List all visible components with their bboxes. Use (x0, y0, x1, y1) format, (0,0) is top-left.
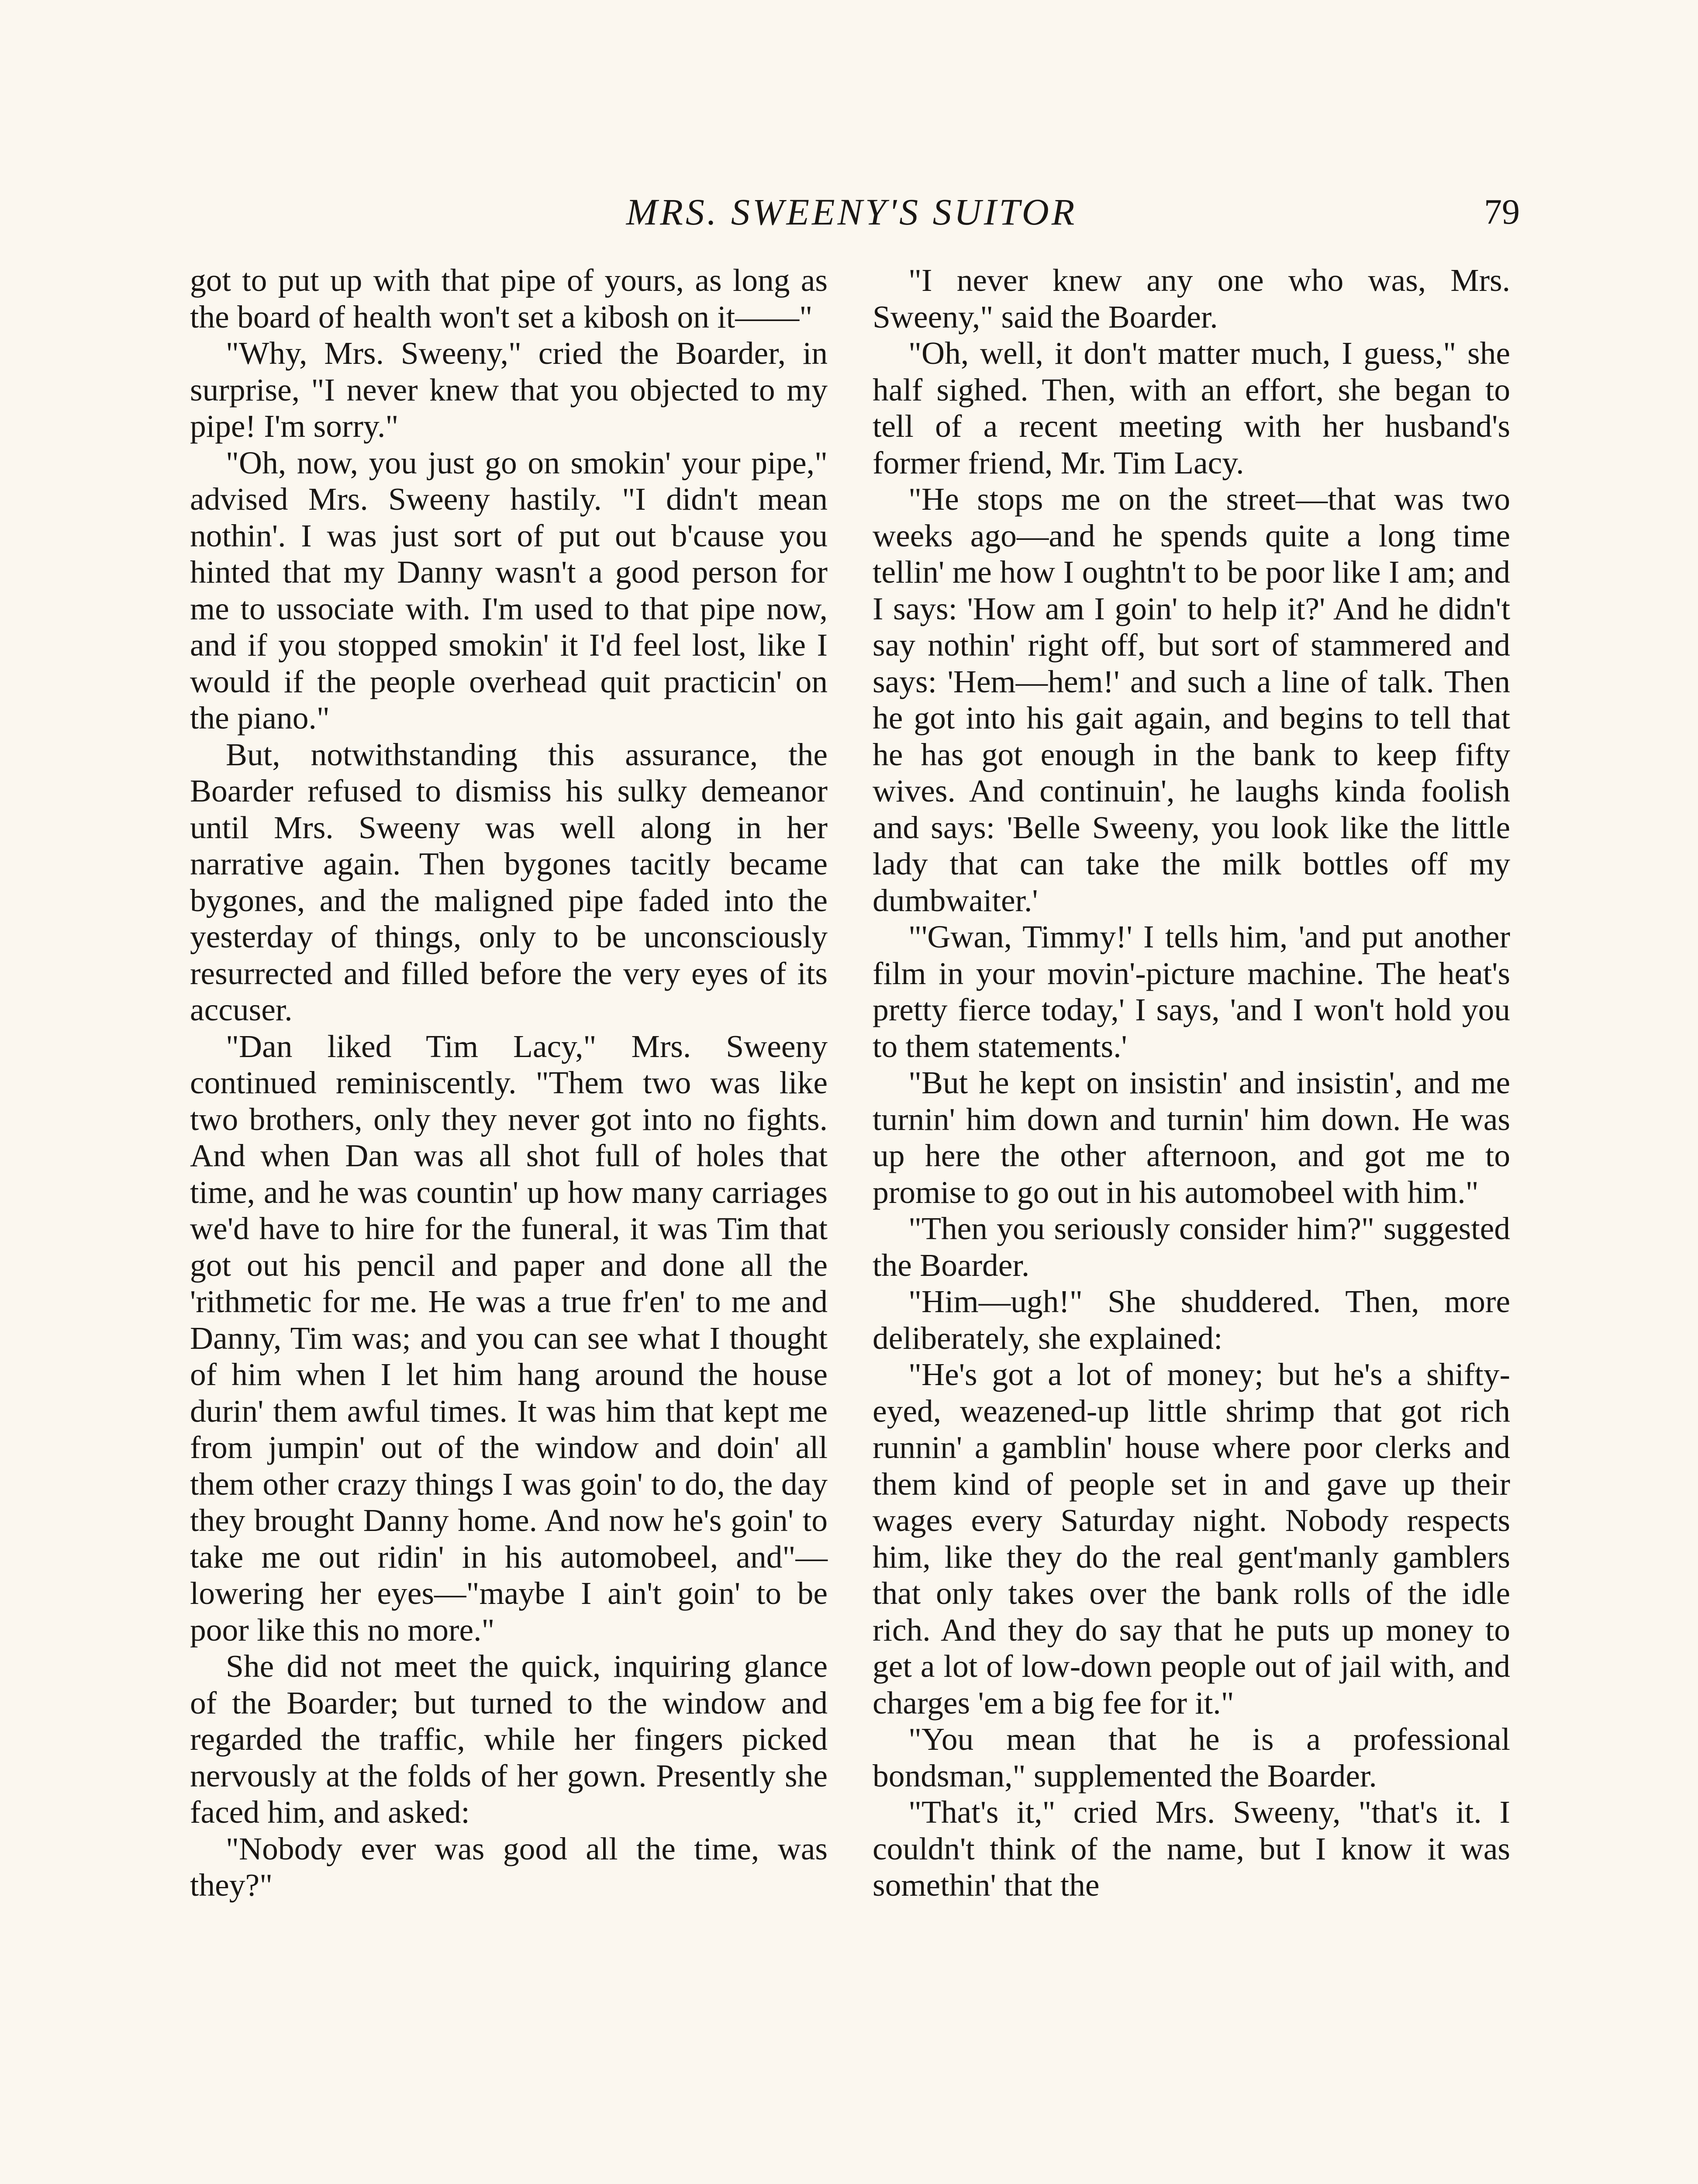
paragraph: got to put up with that pipe of yours, as long as the board of health won't set a kibosh on it——" (190, 263, 828, 335)
left-column (190, 262, 828, 1904)
paragraph: "Dan liked Tim Lacy," Mrs. Sweeny continued reminiscently. "Them two was like two brothers, only they never got into no fights. And when Dan was all shot full of holes that time, and he was countin' up how many carriages we'd have to hire for the funeral, it was Tim that got out his pencil and paper and done all the 'rithmetic for me. He was a true fr'en' to me and Danny, Tim was; and you can see what I thought of him when I let him hang around the house durin' them awful times. It was him that kept me from jumpin' out of the window and doin' all them other crazy things I was goin' to do, the day they brought Danny home. And now he's goin' to take me out ridin' in his automobeel, and"—lowering her eyes—"maybe I ain't goin' to be poor like this no more." (190, 1028, 828, 1648)
paragraph: "He stops me on the street—that was two weeks ago—and he spends quite a long time tellin' me how I oughtn't to be poor like I am; and I says: 'How am I goin' to help it?' And he didn't say nothin' right off, but sort of stammered and says: 'Hem—hem!' and such a line of talk. Then he got into his gait again, and begins to tell that he has got enough in the bank to keep fifty wives. And continuin', he laughs kinda foolish and says: 'Belle Sweeny, you look like the little lady that can take the milk bottles off my dumbwaiter.' (873, 481, 1510, 918)
paragraph: "Him—ugh!" She shuddered. Then, more deliberately, she explained: (873, 1284, 1510, 1356)
paragraph: She did not meet the quick, inquiring glance of the Boarder; but turned to the window and regarded the traffic, while her fingers picked nervously at the folds of her gown. Presently she faced him, and asked: (190, 1648, 828, 1830)
paragraph: "I never knew any one who was, Mrs. Sweeny," said the Boarder. (873, 263, 1510, 335)
paragraph: "You mean that he is a professional bondsman," supplemented the Boarder. (873, 1721, 1510, 1794)
page-number: 79 (1484, 192, 1520, 232)
running-title: MRS. SWEENY'S SUITOR (626, 191, 1077, 233)
right-column (873, 262, 1510, 1904)
paragraph: "'Gwan, Timmy!' I tells him, 'and put another film in your movin'-picture machine. The heat's pretty fierce today,' I says, 'and I won't hold you to them statements.' (873, 919, 1510, 1064)
paragraph: "He's got a lot of money; but he's a shifty-eyed, weazened-up little shrimp that got rich runnin' a gamblin' house where poor clerks and them kind of people set in and gave up their wages every Saturday night. Nobody respects him, like they do the real gent'manly gamblers that only takes over the bank rolls of the idle rich. And they do say that he puts up money to get a lot of low-down people out of jail with, and charges 'em a big fee for it." (873, 1357, 1510, 1721)
paragraph: "Oh, now, you just go on smokin' your pipe," advised Mrs. Sweeny hastily. "I didn't mean nothin'. I was just sort of put out b'cause you hinted that my Danny wasn't a good person for me to ussociate with. I'm used to that pipe now, and if you stopped smokin' it I'd feel lost, like I would if the people overhead quit practicin' on the piano." (190, 445, 828, 736)
paragraph: "Why, Mrs. Sweeny," cried the Boarder, in surprise, "I never knew that you objected to my pipe! I'm sorry." (190, 335, 828, 444)
paragraph: "Nobody ever was good all the time, was they?" (190, 1831, 828, 1903)
paragraph: "That's it," cried Mrs. Sweeny, "that's it. I couldn't think of the name, but I know it was somethin' that the (873, 1794, 1510, 1903)
paragraph: But, notwithstanding this assurance, the Boarder refused to dismiss his sulky demeanor until Mrs. Sweeny was well along in her narrative again. Then bygones tacitly became bygones, and the maligned pipe faded into the yesterday of things, only to be unconsciously resurrected and filled before the very eyes of its accuser. (190, 736, 828, 1027)
paragraph: "Then you seriously consider him?" suggested the Boarder. (873, 1211, 1510, 1283)
paragraph: "But he kept on insistin' and insistin', and me turnin' him down and turnin' him down. He was up here the other afternoon, and got me to promise to go out in his automobeel with him." (873, 1065, 1510, 1210)
paragraph: "Oh, well, it don't matter much, I guess," she half sighed. Then, with an effort, she began to tell of a recent meeting with her husband's former friend, Mr. Tim Lacy. (873, 335, 1510, 480)
page-header (183, 179, 1520, 245)
